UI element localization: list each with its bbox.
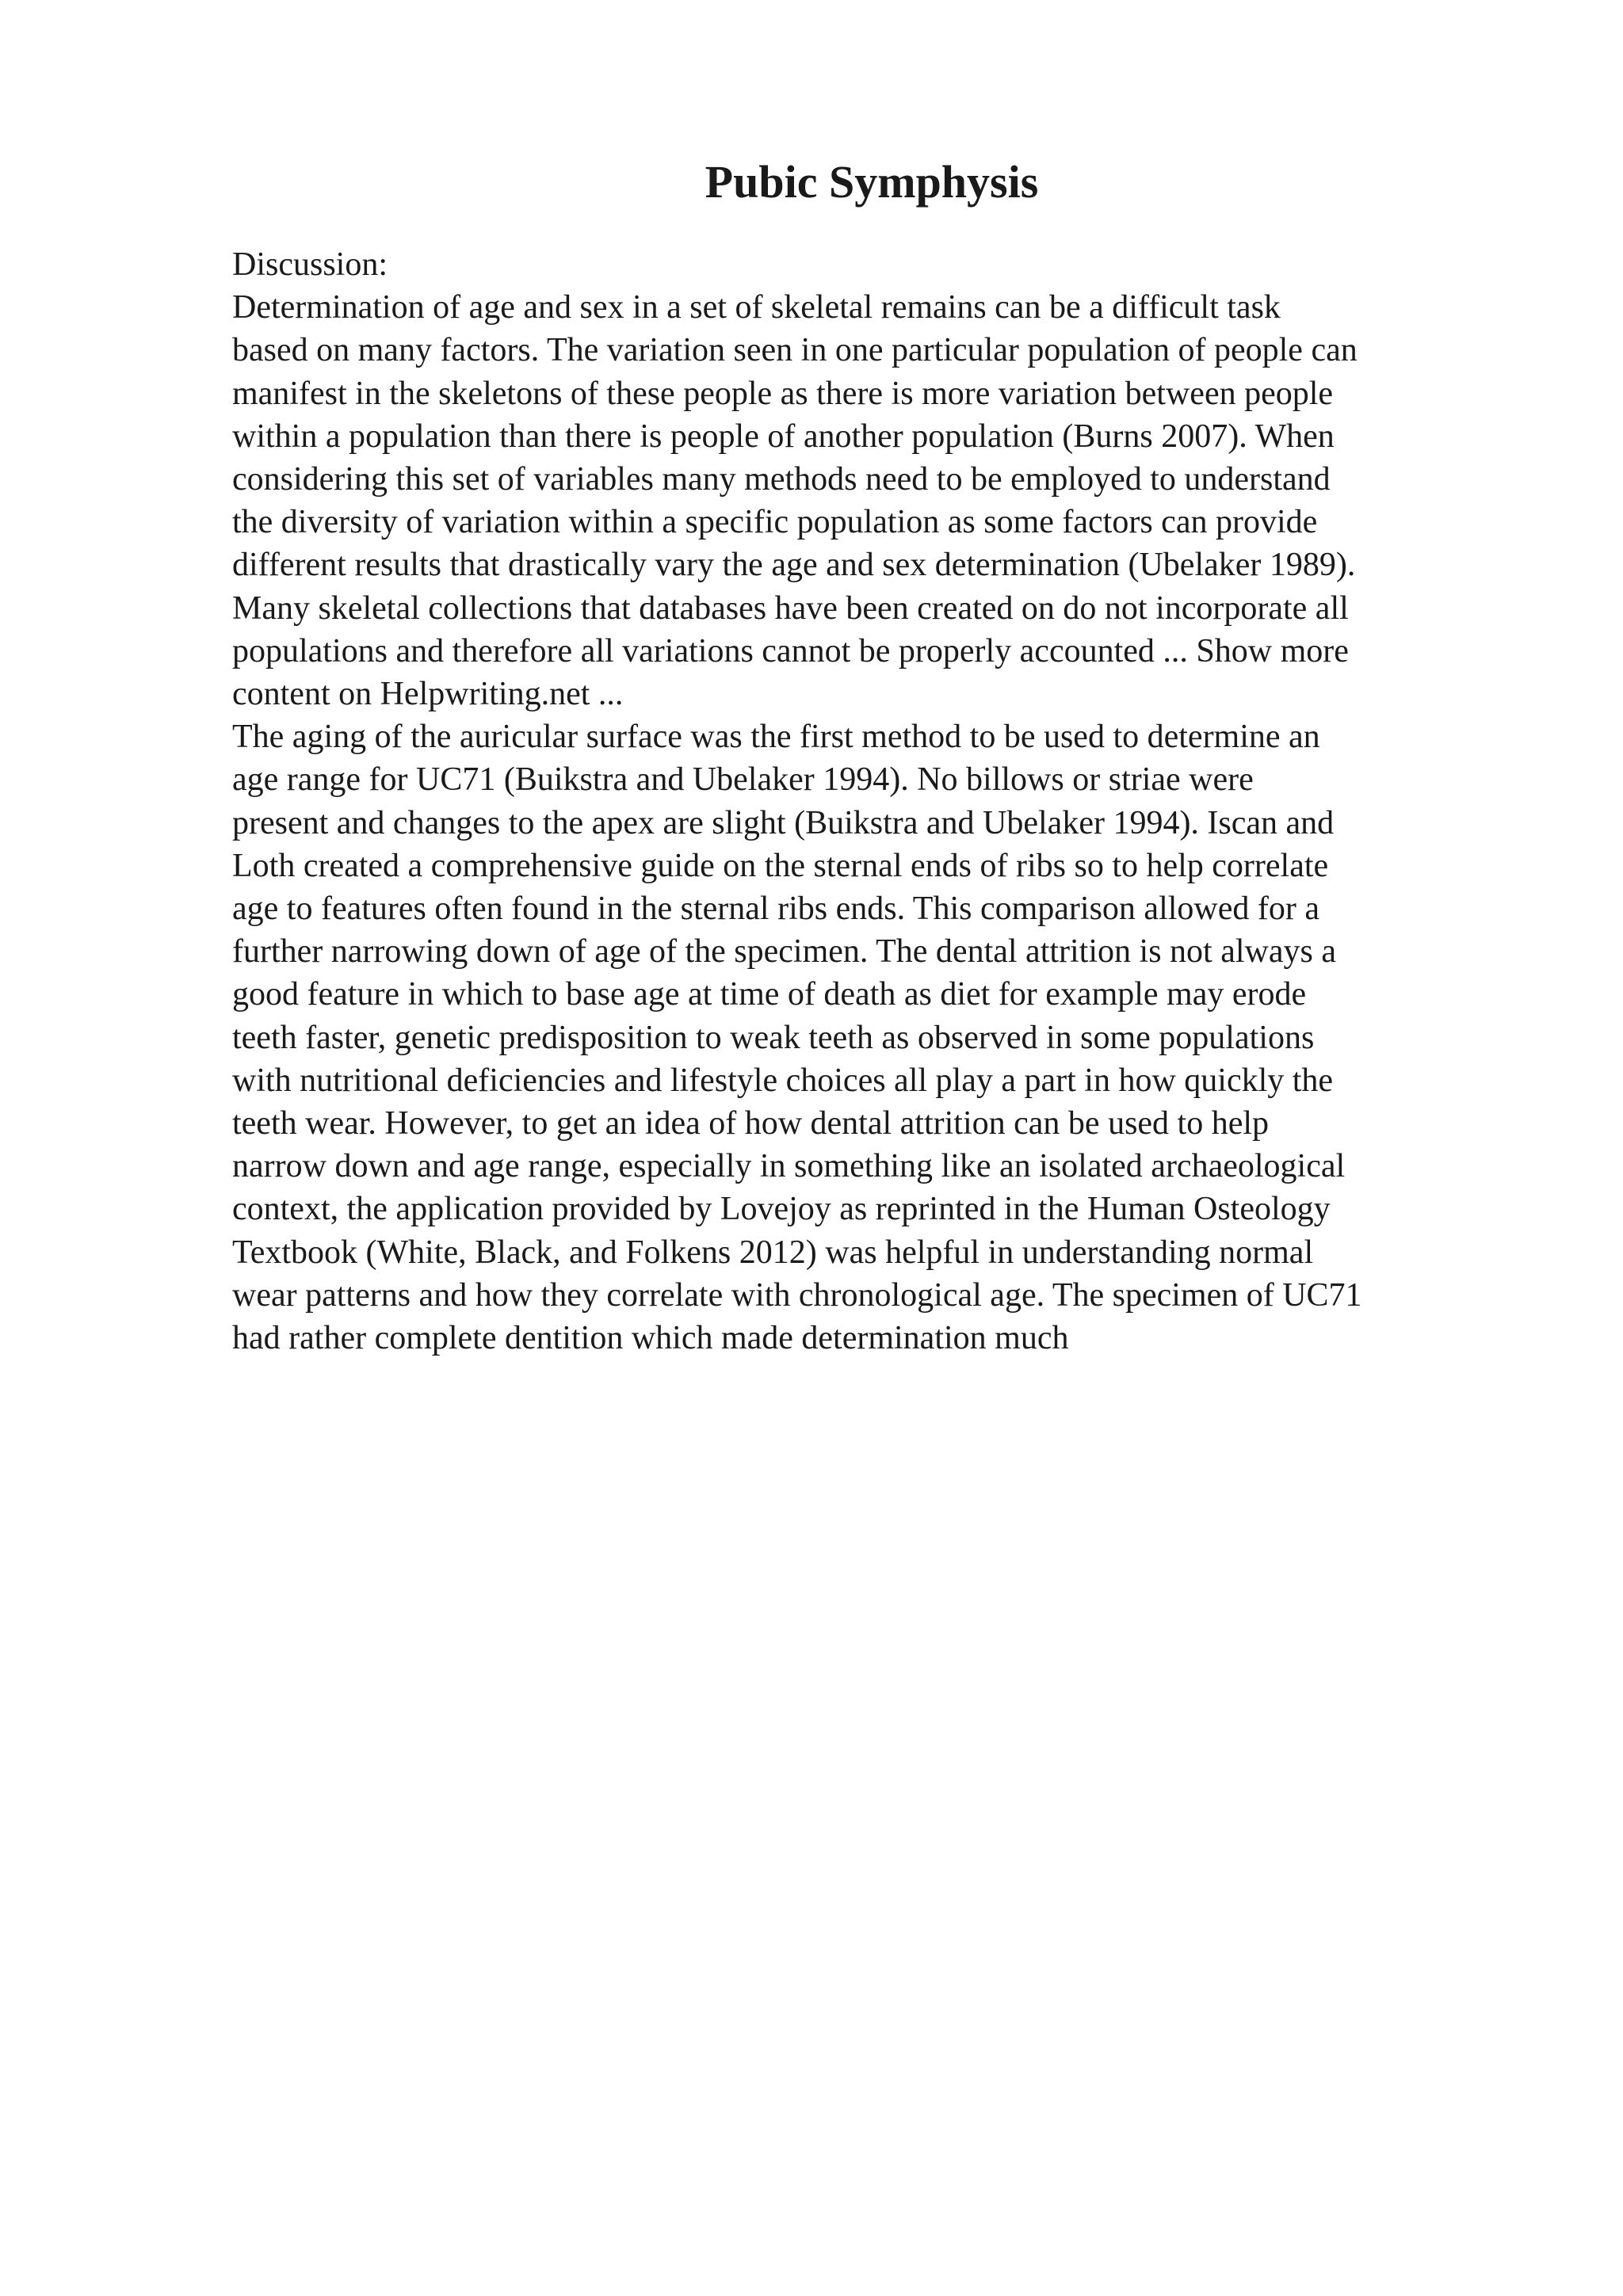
text-line: the diversity of variation within a specific population as some factors can provide — [232, 504, 1318, 541]
text-line: age range for UC71 (Buikstra and Ubelaker 1994). No billows or striae were — [232, 761, 1254, 799]
body-text — [232, 243, 1500, 1360]
text-line: Textbook (White, Black, and Folkens 2012) was helpful in understanding normal — [232, 1234, 1314, 1271]
text-line: The aging of the auricular surface was the first method to be used to determine an — [232, 719, 1320, 756]
text-line: narrow down and age range, especially in something like an isolated archaeological — [232, 1148, 1346, 1185]
text-line: Many skeletal collections that databases have been created on do not incorporate all — [232, 589, 1349, 627]
text-line: populations and therefore all variations cannot be properly accounted ... Show more — [232, 632, 1349, 669]
text-line: Discussion: — [232, 246, 388, 283]
text-line: further narrowing down of age of the specimen. The dental attrition is not always a — [232, 933, 1336, 971]
text-line: good feature in which to base age at time of death as diet for example may erode — [232, 976, 1307, 1013]
text-line: manifest in the skeletons of these people as there is more variation between people — [232, 375, 1334, 412]
text-line: wear patterns and how they correlate with chronological age. The specimen of UC71 — [232, 1276, 1362, 1314]
text-line: present and changes to the apex are slight (Buikstra and Ubelaker 1994). Iscan and — [232, 804, 1335, 841]
text-line: teeth faster, genetic predisposition to weak teeth as observed in some populations — [232, 1019, 1315, 1056]
text-line: Loth created a comprehensive guide on the sternal ends of ribs so to help correlate — [232, 847, 1329, 884]
text-line: within a population than there is people of another population (Burns 2007). When — [232, 418, 1335, 455]
text-line: had rather complete dentition which made determination much — [232, 1320, 1069, 1357]
text-line: with nutritional deficiencies and lifestyle choices all play a part in how quickly the — [232, 1062, 1334, 1099]
text-line: content on Helpwriting.net ... — [232, 676, 624, 713]
text-line: considering this set of variables many methods need to be employed to understand — [232, 461, 1331, 498]
text-line: age to features often found in the sternal ribs ends. This comparison allowed for a — [232, 891, 1319, 928]
text-line: different results that drastically vary the age and sex determination (Ubelaker 1989). — [232, 547, 1356, 584]
page-title: Pubic Symphysis — [705, 156, 1039, 208]
text-line: Determination of age and sex in a set of skeletal remains can be a difficult task — [232, 289, 1281, 326]
text-line: teeth wear. However, to get an idea of how dental attrition can be used to help — [232, 1105, 1270, 1142]
text-line: based on many factors. The variation seen in one particular population of people can — [232, 332, 1358, 369]
text-line: context, the application provided by Lovejoy as reprinted in the Human Osteology — [232, 1191, 1331, 1228]
